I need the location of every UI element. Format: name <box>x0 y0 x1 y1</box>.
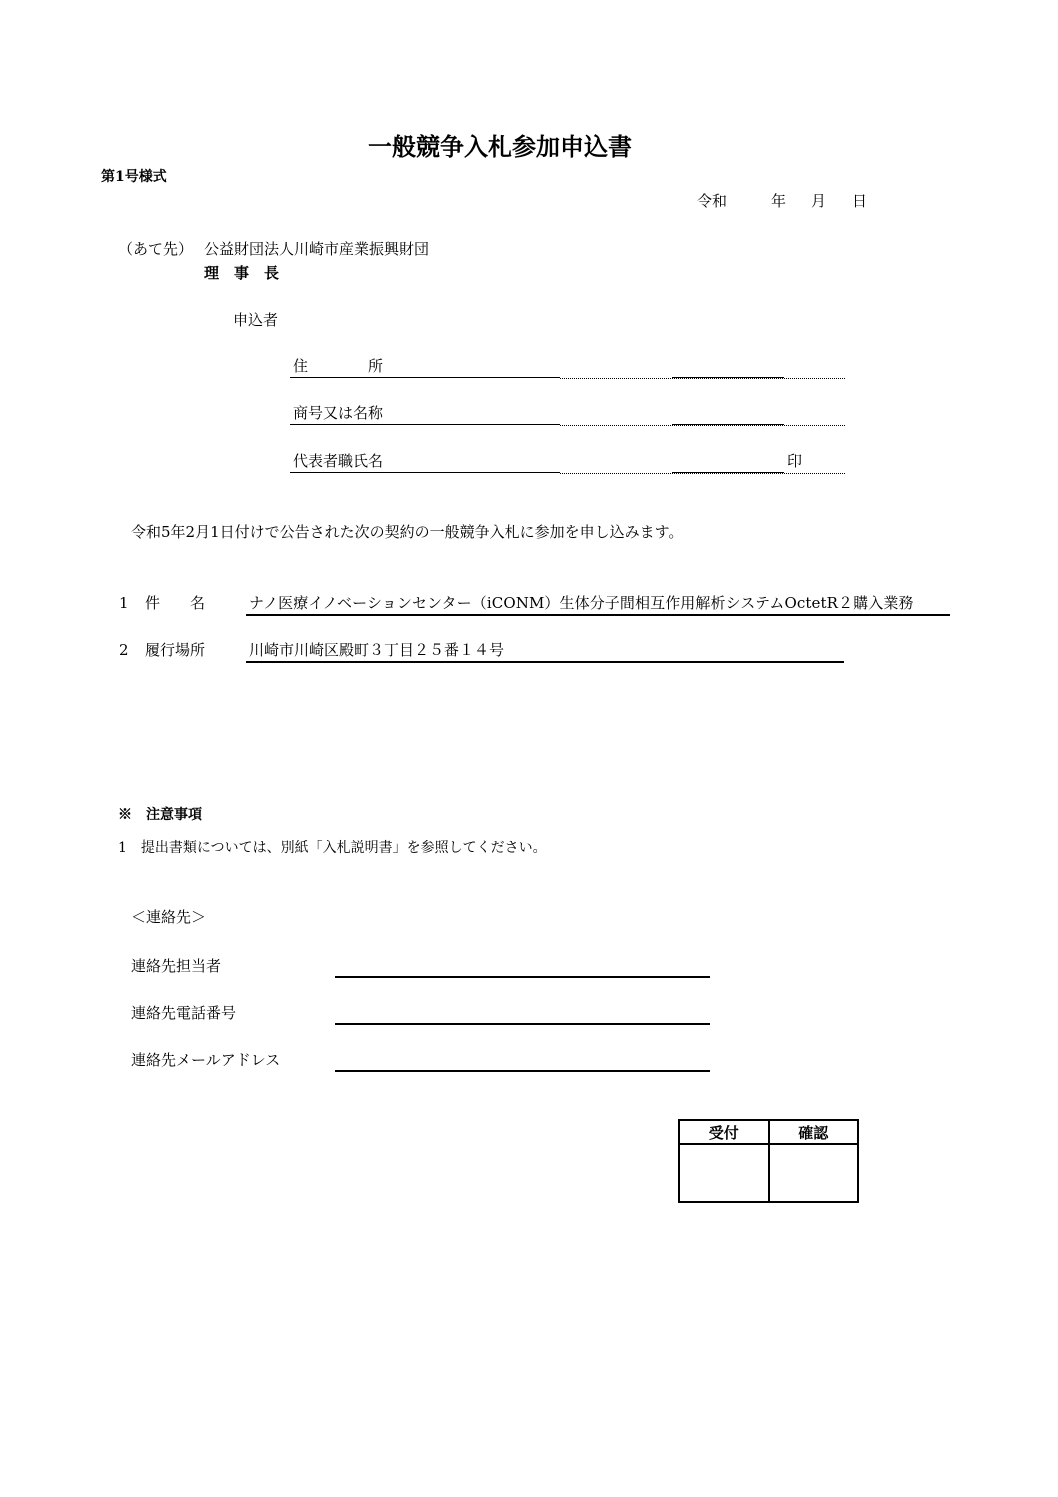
contact-heading: ＜連絡先＞ <box>131 908 207 926</box>
page-title: 一般競争入札参加申込書 <box>368 132 632 161</box>
receipt-confirmed-cell <box>769 1144 859 1202</box>
seal-mark: 印 <box>787 452 803 470</box>
contact-email-label: 連絡先メールアドレス <box>131 1051 281 1069</box>
receipt-received-header: 受付 <box>679 1120 769 1144</box>
date-era: 令和 <box>697 192 728 210</box>
representative-label: 代表者職氏名 <box>293 452 384 470</box>
date-month: 月 <box>811 192 827 210</box>
addressee-title: 理 事 長 <box>204 264 280 282</box>
notes-item: 1 提出書類については、別紙「入札説明書」を参照してください。 <box>118 840 547 856</box>
item-1-value: ナノ医療イノベーションセンター（iCONM）生体分子間相互作用解析システムOctetR２購入業務 <box>249 594 914 612</box>
address-dotted-line <box>560 378 845 379</box>
representative-dotted-line <box>560 473 845 474</box>
contact-person-label: 連絡先担当者 <box>131 957 222 975</box>
item-2-underline <box>246 661 844 663</box>
notes-heading: ※ 注意事項 <box>118 807 202 823</box>
item-2-label: 履行場所 <box>145 641 206 659</box>
item-2-number: 2 <box>119 641 129 659</box>
addressee-organization: 公益財団法人川崎市産業振興財団 <box>204 240 430 258</box>
receipt-box <box>678 1119 859 1203</box>
address-label: 住 所 <box>293 357 384 375</box>
contact-email-underline <box>335 1070 710 1072</box>
application-statement: 令和5年2月1日付けで公告された次の契約の一般競争入札に参加を申し込みます。 <box>131 523 684 541</box>
receipt-confirmed-header: 確認 <box>769 1120 859 1144</box>
receipt-received-cell <box>679 1144 769 1202</box>
contact-person-underline <box>335 976 710 978</box>
form-number: 第1号様式 <box>101 169 167 185</box>
date-year: 年 <box>771 192 787 210</box>
representative-underline-left <box>290 472 560 473</box>
item-2-value: 川崎市川崎区殿町３丁目２５番１４号 <box>249 641 505 659</box>
company-underline-left <box>290 424 560 425</box>
item-1-number: 1 <box>119 594 129 612</box>
address-underline-left <box>290 377 560 378</box>
company-dotted-line <box>560 425 845 426</box>
item-1-underline <box>246 614 950 616</box>
item-1-label: 件 名 <box>145 594 206 612</box>
applicant-label: 申込者 <box>233 311 279 329</box>
date-day: 日 <box>852 192 868 210</box>
company-label: 商号又は名称 <box>293 404 384 422</box>
contact-phone-label: 連絡先電話番号 <box>131 1004 237 1022</box>
contact-phone-underline <box>335 1023 710 1025</box>
addressee-prefix: （あて先） <box>118 240 194 258</box>
